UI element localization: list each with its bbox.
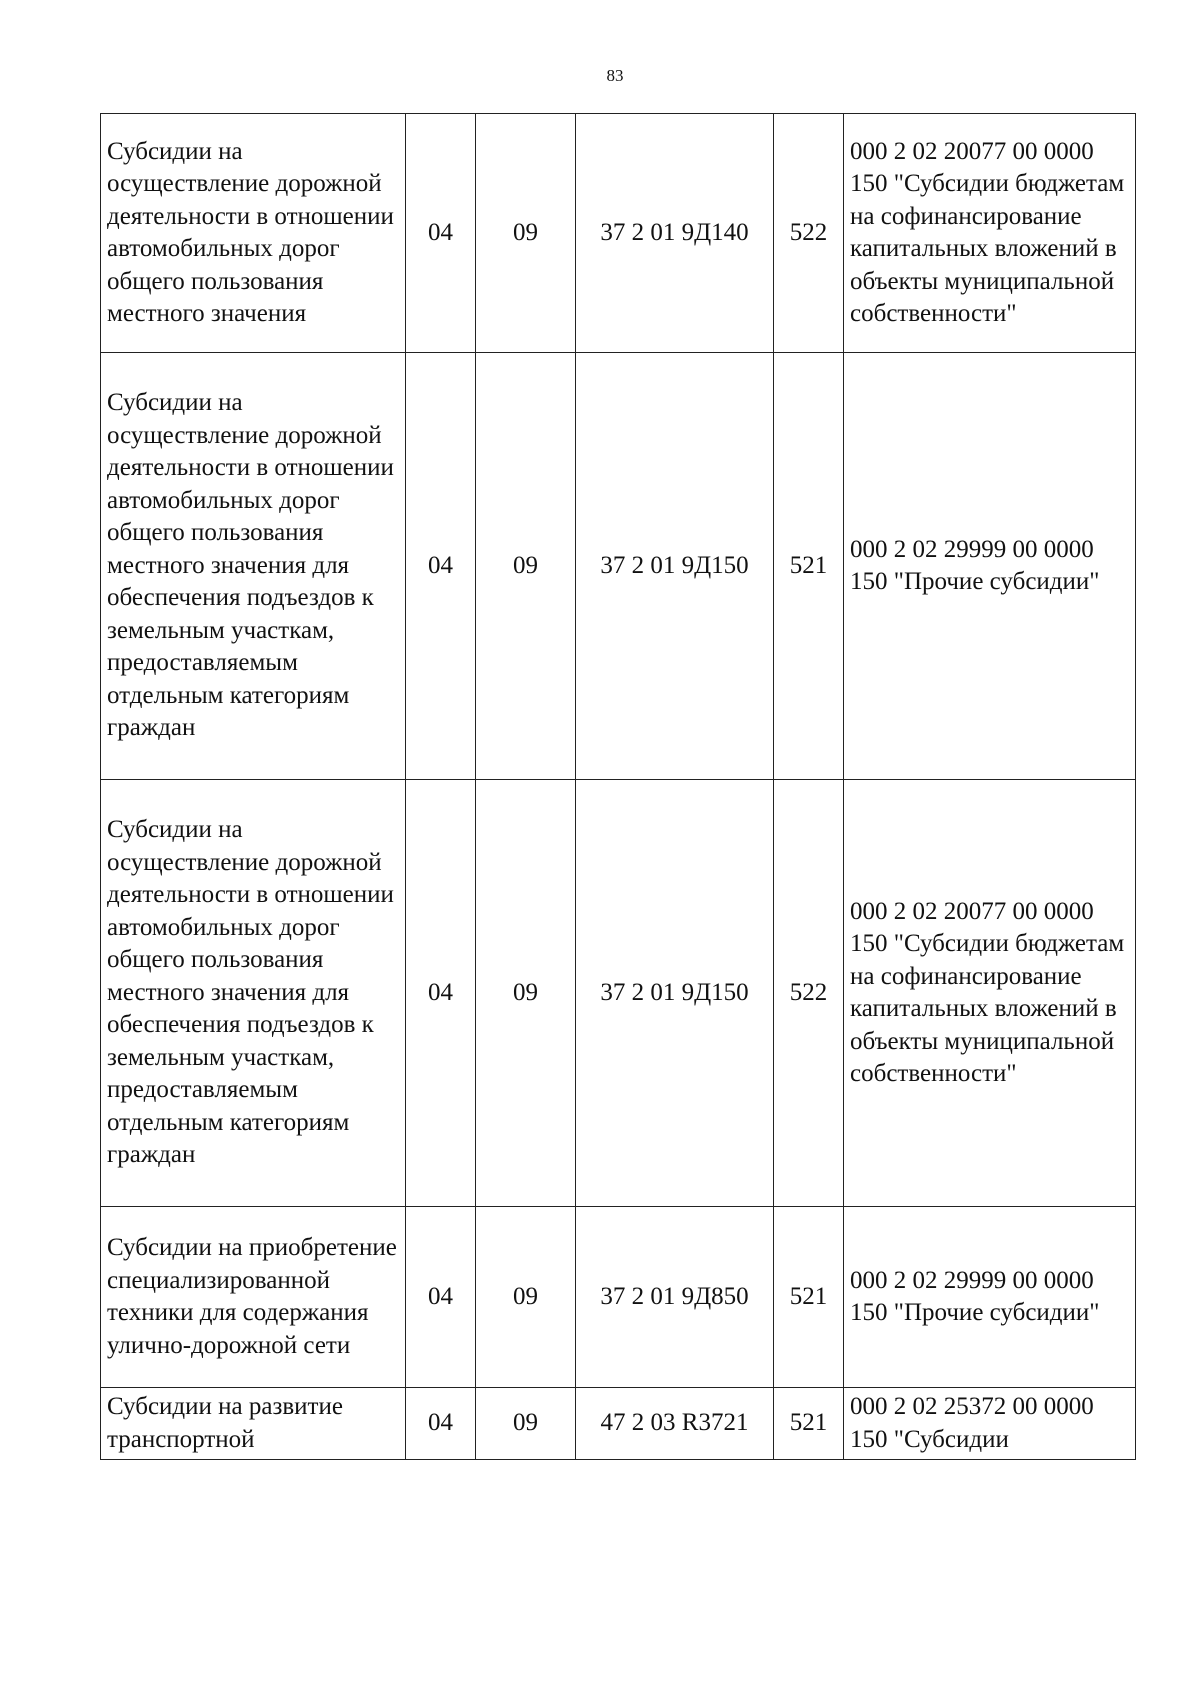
revenue-code: 000 2 02 25372 00 0000 150 "Субсидии [844,1388,1136,1460]
revenue-code: 000 2 02 20077 00 0000 150 "Субсидии бюджетам на софинансирование капитальных вложений в объекты муниципальной собственности" [844,114,1136,353]
expense-type-code: 522 [774,114,844,353]
subsection-code: 09 [476,353,576,780]
table-row [101,1388,1136,1460]
expense-type-code: 522 [774,780,844,1207]
budget-table [100,113,1136,1460]
revenue-code: 000 2 02 29999 00 0000 150 "Прочие субсидии" [844,1207,1136,1388]
table-row [101,1207,1136,1388]
expense-type-code: 521 [774,1207,844,1388]
revenue-code: 000 2 02 20077 00 0000 150 "Субсидии бюджетам на софинансирование капитальных вложений в объекты муниципальной собственности" [844,780,1136,1207]
subsidy-name: Субсидии на осуществление дорожной деятельности в отношении автомобильных дорог общего пользования местного значения для обеспечения подъездов к земельным участкам, предоставляемым отдельным категориям граждан [101,353,406,780]
section-code: 04 [406,1207,476,1388]
target-article-code: 47 2 03 R3721 [576,1388,774,1460]
subsection-code: 09 [476,1388,576,1460]
revenue-code: 000 2 02 29999 00 0000 150 "Прочие субсидии" [844,353,1136,780]
table-row [101,780,1136,1207]
target-article-code: 37 2 01 9Д150 [576,353,774,780]
subsection-code: 09 [476,114,576,353]
section-code: 04 [406,780,476,1207]
table-row [101,353,1136,780]
subsection-code: 09 [476,780,576,1207]
section-code: 04 [406,353,476,780]
subsidy-name: Субсидии на развитие транспортной [101,1388,406,1460]
subsidy-name: Субсидии на осуществление дорожной деятельности в отношении автомобильных дорог общего пользования местного значения [101,114,406,353]
target-article-code: 37 2 01 9Д850 [576,1207,774,1388]
expense-type-code: 521 [774,353,844,780]
subsidy-name: Субсидии на осуществление дорожной деятельности в отношении автомобильных дорог общего пользования местного значения для обеспечения подъездов к земельным участкам, предоставляемым отдельным категориям граждан [101,780,406,1207]
subsection-code: 09 [476,1207,576,1388]
target-article-code: 37 2 01 9Д140 [576,114,774,353]
subsidy-name: Субсидии на приобретение специализированной техники для содержания улично-дорожной сети [101,1207,406,1388]
expense-type-code: 521 [774,1388,844,1460]
page-number: 83 [606,66,624,85]
section-code: 04 [406,114,476,353]
table-row [101,114,1136,353]
section-code: 04 [406,1388,476,1460]
target-article-code: 37 2 01 9Д150 [576,780,774,1207]
